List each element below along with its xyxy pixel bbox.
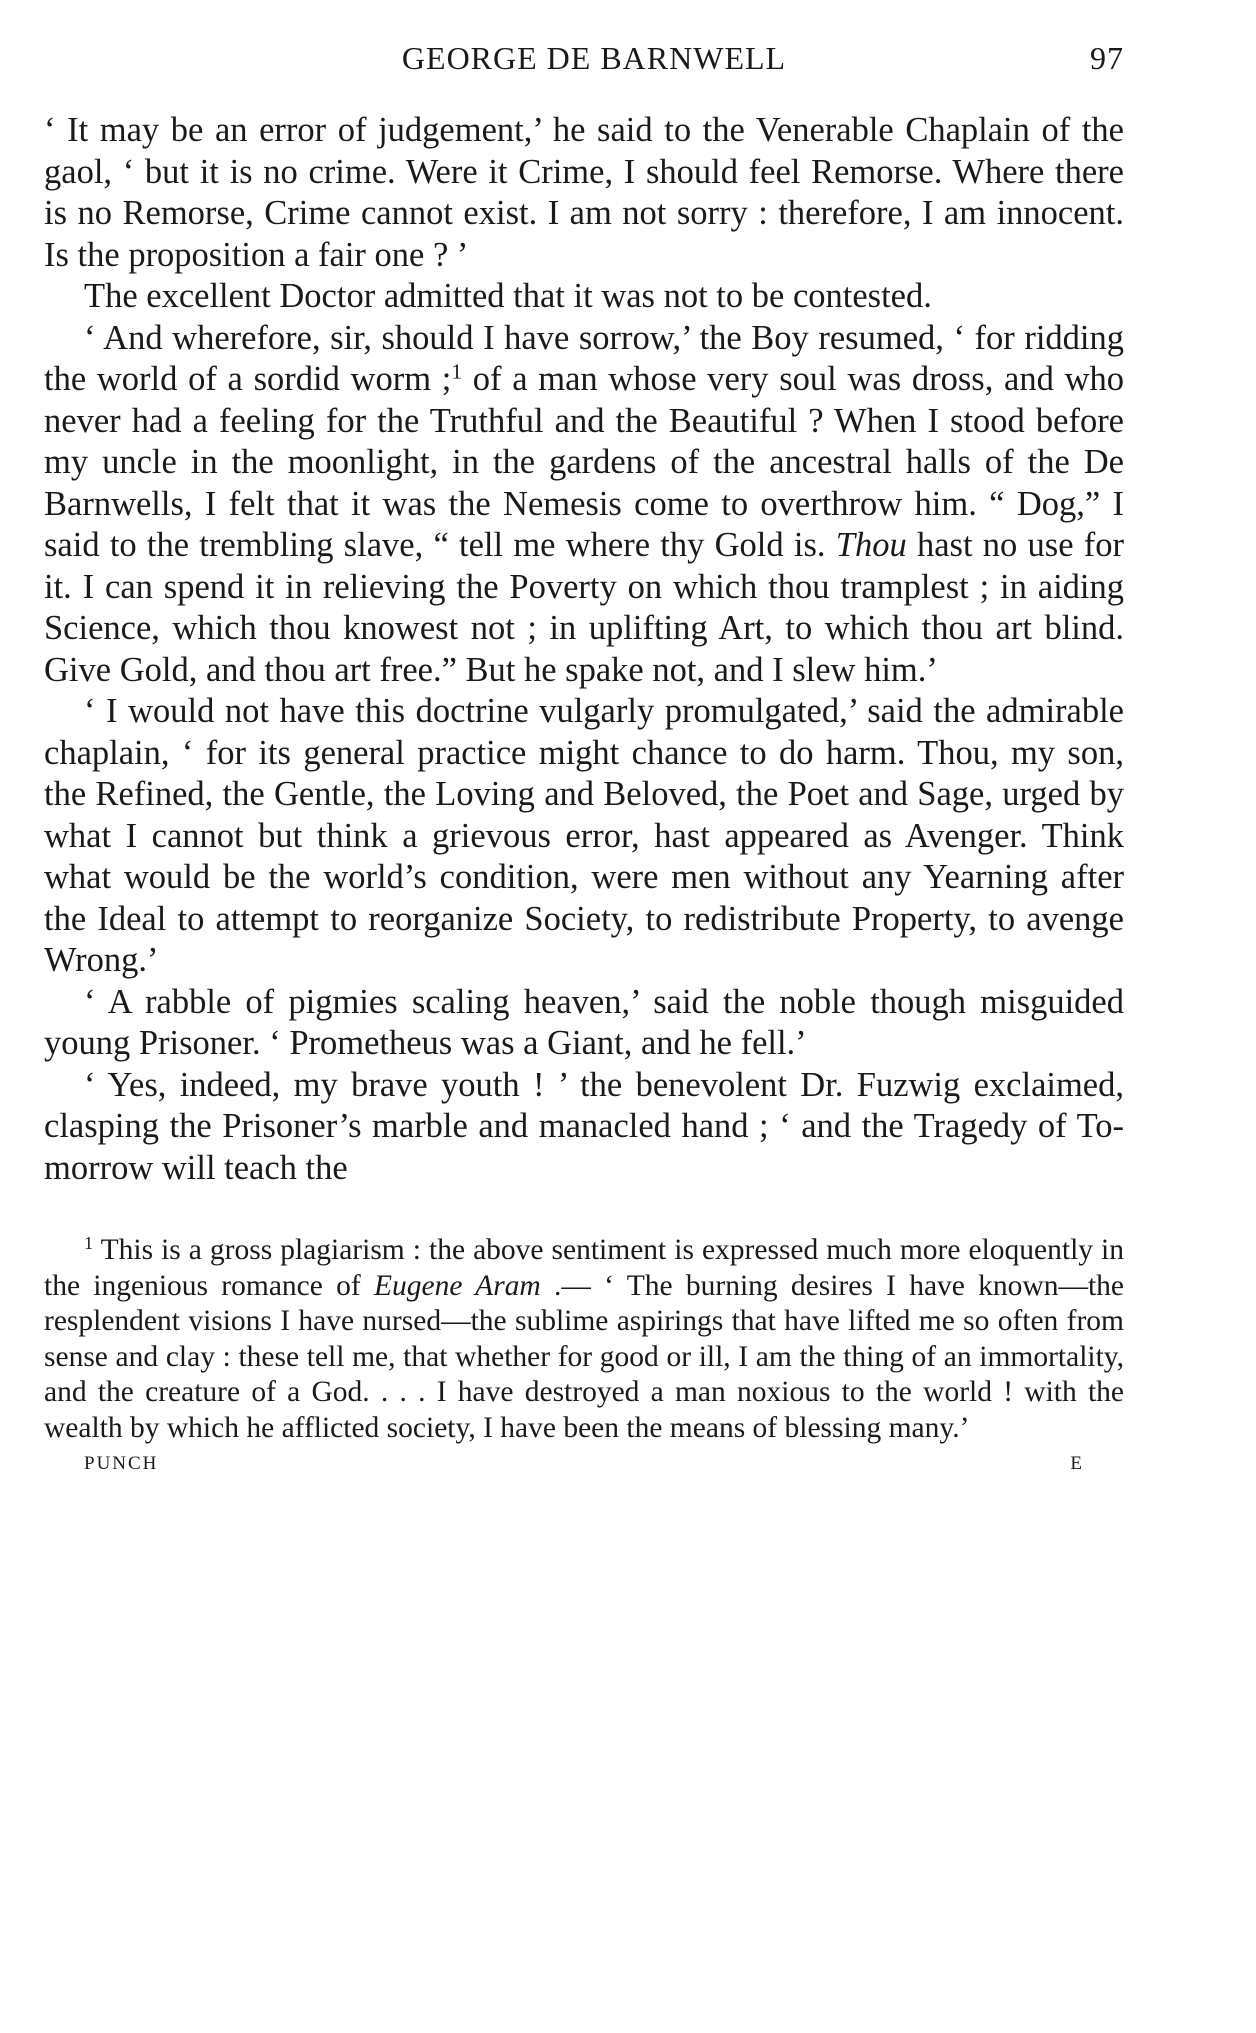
- paragraph-text: ‘ It may be an error of judgement,’ he said to the Venerable Chaplain of the gaol, ‘ but it is no crime. Were it Crime, I should feel Remorse. Where there is no Remorse, Crime cannot exist. I am not sorry : therefore, I am innocent. Is the proposition a fair one ? ’: [44, 111, 1124, 274]
- footnote-text: .— ‘ The burning desires I have known—the resplendent visions I have nursed—the sublime aspirings that have lifted me so often from sense and clay : these tell me, that whether for good or ill, I am the thing of an immortality, and the creature of a God. . . . I have destroyed a man noxious to the world ! with the wealth by which he afflicted society, I have been the means of blessing many.’: [44, 1269, 1125, 1444]
- signature-mark-left: PUNCH: [84, 1452, 159, 1474]
- emphasis-text: Thou: [835, 526, 907, 564]
- paragraph-text: The excellent Doctor admitted that it was not to be contested.: [84, 277, 932, 315]
- paragraph: [44, 1065, 1124, 1190]
- paragraph: [44, 982, 1124, 1065]
- footnote-reference: 1: [451, 359, 463, 384]
- paragraph-text: ‘ Yes, indeed, my brave youth ! ’ the benevolent Dr. Fuzwig exclaimed, clasping the Prisoner’s marble and manacled hand ; ‘ and the Tragedy of To-morrow will teach the: [44, 1065, 1124, 1187]
- footnote-marker: 1: [84, 1232, 94, 1253]
- paragraph: [44, 276, 1124, 318]
- paragraph-text: ‘ A rabble of pigmies scaling heaven,’ said the noble though misguided young Prisoner. ‘ Prometheus was a Giant, and he fell.’: [44, 982, 1124, 1062]
- paragraph: [44, 318, 1124, 692]
- paragraph-text: ‘ I would not have this doctrine vulgarly promulgated,’ said the admirable chaplain, ‘ for its general practice might chance to do harm. Thou, my son, the Refined, the Gentle, the Loving and Beloved, the Poet and Sage, urged by what I cannot but think a grievous error, hast appeared as Avenger. Think what would be the world’s condition, were men without any Yearning after the Ideal to attempt to reorganize Society, to redistribute Property, to avenge Wrong.’: [44, 692, 1124, 979]
- footnotes: [44, 1233, 1124, 1447]
- paragraph: [44, 110, 1124, 276]
- paragraph: [44, 691, 1124, 982]
- footnote: [44, 1233, 1124, 1447]
- book-page: [44, 40, 1124, 1483]
- signature-line: [44, 1453, 1124, 1483]
- paragraph-text: hast no use for it. I can spend it in relieving the Poverty on which thou tramplest ; in aiding Science, which thou knowest not ; in uplifting Art, to which thou art blind. Give Gold, and thou art free.” But he spake not, and I slew him.’: [44, 526, 1124, 689]
- footnote-text: This is a gross plagiarism : the above sentiment is expressed much more eloquently in the ingenious romance of: [44, 1234, 1124, 1302]
- page-number: 97: [1090, 40, 1124, 76]
- signature-mark-right: E: [1070, 1452, 1084, 1474]
- body-text: [44, 110, 1124, 1189]
- page-header: [44, 40, 1124, 90]
- book-title: Eugene Aram: [373, 1269, 541, 1302]
- paragraph-text: of a man whose very soul was dross, and who never had a feeling for the Truthful and the Beautiful ? When I stood before my uncle in the moonlight, in the gardens of the ancestral halls of the De Barnwells, I felt that it was the Nemesis come to overthrow him. “ Dog,” I said to the trembling slave, “ tell me where thy Gold is.: [44, 360, 1125, 564]
- paragraph-text: ‘ And wherefore, sir, should I have sorrow,’ the Boy resumed, ‘ for ridding the world of a sordid worm ;: [44, 318, 1124, 398]
- running-head: GEORGE DE BARNWELL: [401, 40, 787, 76]
